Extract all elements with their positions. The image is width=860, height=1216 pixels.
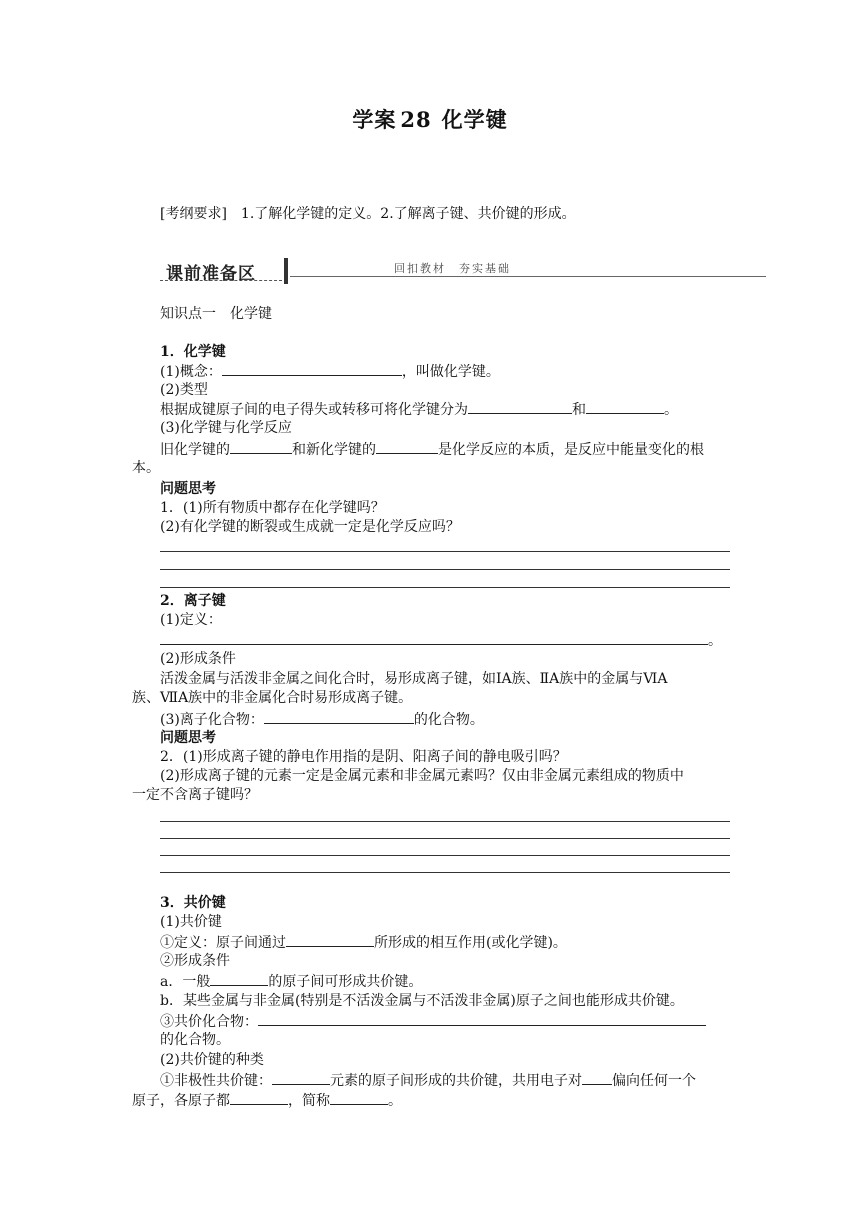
answer-rule[interactable] [160,855,730,856]
question-line: 2．(1)形成离子键的静电作用指的是阴、阳离子间的静电吸引吗？ [160,749,567,765]
covalent-definition [160,933,567,952]
title-number: 28 [400,107,432,132]
nonpolar-line [132,1091,402,1110]
condition-a-text: a．一般 [160,974,211,990]
answer-blank[interactable] [230,440,292,454]
answer-blank[interactable] [286,933,374,947]
nonpolar-text: ①非极性共价键： [160,1073,272,1089]
nonpolar-text: 偏向任何一个 [612,1073,696,1089]
covalent-def-text: 所形成的相互作用(或化学键)。 [374,935,567,951]
concept-tail: ，叫做化学键。 [401,364,500,380]
ionic-compound-label: (3)离子化合物： [160,712,264,728]
answer-blank[interactable] [582,1071,612,1085]
page-title [0,104,860,134]
subsection-heading: (1)共价键 [160,914,222,930]
covalent-compound-tail: 的化合物。 [160,1032,230,1048]
section-banner [160,258,766,284]
covalent-compound-label: ③共价化合物： [160,1014,258,1030]
answer-blank[interactable] [468,400,572,414]
section-heading: 3．共价键 [160,895,226,911]
answer-blank[interactable] [330,1091,388,1105]
reaction-text: 旧化学键的 [160,442,230,458]
banner-divider [284,258,288,284]
question-line: (2)形成离子键的元素一定是金属元素和非金属元素吗？仅由非金属元素组成的物质中 [160,768,684,784]
covalent-def-text: ①定义：原子间通过 [160,935,286,951]
title-prefix: 学案 [352,107,397,132]
reaction-heading: (3)化学键与化学反应 [160,420,292,436]
ionic-compound-tail: 的化合物。 [413,712,484,728]
question-heading: 问题思考 [160,481,216,497]
answer-rule[interactable] [160,569,730,570]
section-heading: 2．离子键 [160,593,226,609]
reaction-text: 和新化学键的 [292,442,376,458]
ionic-compound-line [160,710,484,729]
answer-blank[interactable] [264,710,414,724]
answer-rule[interactable] [160,872,730,873]
question-line: (2)有化学键的断裂或生成就一定是化学反应吗？ [160,519,460,535]
answer-blank[interactable] [258,1012,706,1026]
answer-blank[interactable] [230,1091,288,1105]
question-line: 一定不含离子键吗？ [132,787,258,803]
type-end: 。 [664,402,678,418]
type-text: 根据成键原子间的电子得失或转移可将化学键分为 [160,402,468,418]
condition-heading: (2)形成条件 [160,651,236,667]
condition-a-text: 的原子间可形成共价键。 [268,974,423,990]
condition-heading: ②形成条件 [160,953,230,969]
condition-line: 族、ⅦA族中的非金属化合时易形成离子键。 [132,690,413,706]
nonpolar-text: 原子，各原子都 [132,1093,230,1109]
section-heading: 1．化学键 [160,344,226,360]
reaction-continuation: 本。 [132,460,160,476]
title-name: 化学键 [441,107,508,132]
nonpolar-text: ，简称 [288,1093,330,1109]
answer-blank[interactable] [160,631,708,645]
condition-line: 活泼金属与活泼非金属之间化合时，易形成离子键，如ⅠA族、ⅡA族中的金属与ⅥA [160,671,668,687]
covalent-compound-line [160,1012,706,1031]
condition-a [160,972,422,991]
question-line: 1．(1)所有物质中都存在化学键吗？ [160,500,385,516]
concept-line [160,362,500,381]
answer-rule[interactable] [160,838,730,839]
nonpolar-text: 元素的原子间形成的共价键，共用电子对 [330,1073,582,1089]
knowledge-point-heading: 知识点一 化学键 [160,306,272,322]
type-and: 和 [572,402,586,418]
question-heading: 问题思考 [160,730,216,746]
answer-blank[interactable] [376,440,438,454]
answer-blank[interactable] [272,1071,330,1085]
banner-rule [290,276,766,277]
banner-label: 课前准备区 [166,264,256,284]
definition-label: (1)定义： [160,612,222,628]
answer-rule[interactable] [160,551,730,552]
definition-end: 。 [708,633,722,649]
type-heading: (2)类型 [160,382,208,398]
banner-subtitle: 回扣教材 夯实基础 [394,262,511,275]
type-line [160,400,678,419]
reaction-text: 是化学反应的本质，是反应中能量变化的根 [438,442,704,458]
reaction-line [160,440,704,459]
nonpolar-line [160,1071,696,1090]
kinds-heading: (2)共价键的种类 [160,1052,264,1068]
nonpolar-text: 。 [388,1093,402,1109]
answer-rule[interactable] [160,821,730,822]
definition-line [160,631,722,650]
condition-b: b．某些金属与非金属(特别是不活泼金属与不活泼非金属)原子之间也能形成共价键。 [160,993,684,1009]
answer-blank[interactable] [586,400,664,414]
answer-blank[interactable] [210,972,268,986]
exam-requirements: [考纲要求] 1.了解化学键的定义。2.了解离子键、共价键的形成。 [160,206,576,222]
answer-blank[interactable] [222,362,402,376]
concept-label: (1)概念： [160,364,222,380]
answer-rule[interactable] [160,587,730,588]
